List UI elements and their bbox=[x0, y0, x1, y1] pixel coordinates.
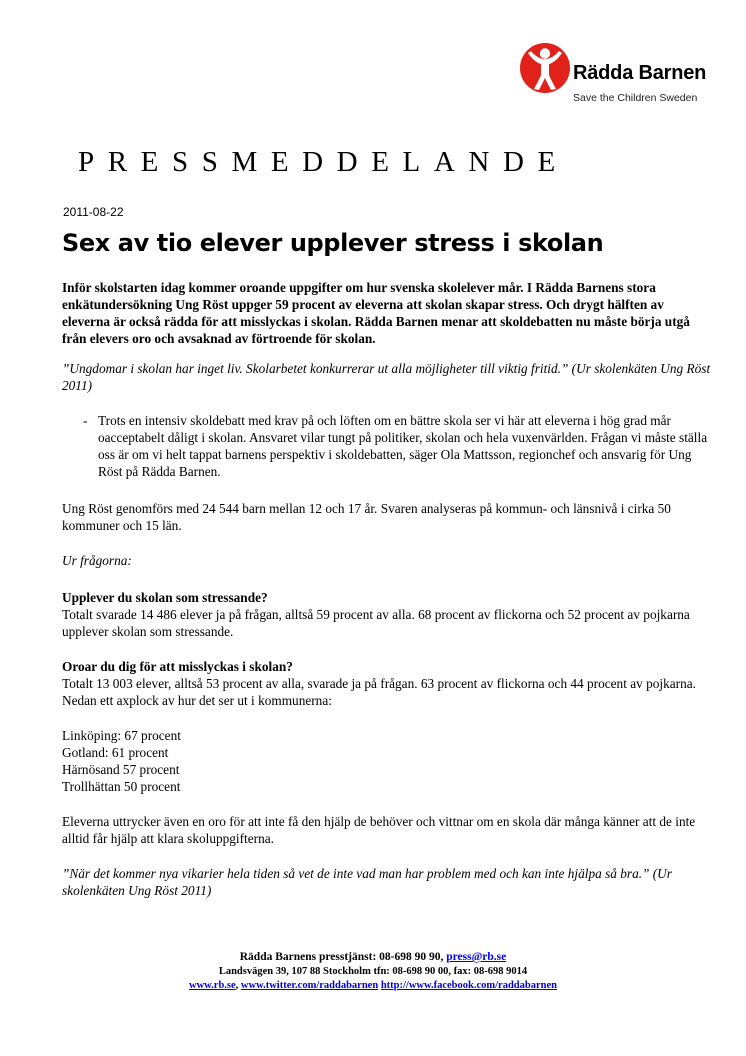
footer bbox=[0, 949, 746, 993]
link-separator: , bbox=[235, 980, 241, 991]
bullet-text: Trots en intensiv skoldebatt med krav på och löften om en bättre skola ser vi här att eleverna i hög grad mår oacceptabelt dåligt i skolan. Ansvaret vilar tungt på politiker, skolan och hela vuxenvärlden. Frågan vi måste ställa oss är om vi helt tappat barnens perspektiv i skoldebatten, säger Ola Mattsson, regionchef och ansvarig för Ung Röst på Rädda Barnen. bbox=[98, 413, 708, 479]
headline: Sex av tio elever upplever stress i skolan bbox=[62, 229, 604, 257]
facebook-link[interactable]: http://www.facebook.com/raddabarnen bbox=[380, 980, 557, 991]
concern-paragraph: Eleverna uttrycker även en oro för att inte få den hjälp de behöver och vittnar om en skola där många känner att de inte alltid får hjälp att klara skoluppgifterna. bbox=[62, 814, 696, 846]
address-line: Landsvägen 39, 107 88 Stockholm tfn: 08-698 90 00, fax: 08-698 9014 bbox=[218, 966, 528, 977]
question-1-text: Totalt svarade 14 486 elever ja på frågan, alltså 59 procent av alla. 68 procent av flickorna och 52 procent av pojkarna upplever skolan som stressande. bbox=[62, 607, 690, 639]
press-contact-line bbox=[0, 949, 746, 965]
substitute-quote: ”När det kommer nya vikarier hela tiden så vet de inte vad man har problem med och kan inte hjälpa så bra.” (Ur skolenkäten Ung Röst 2011) bbox=[62, 866, 672, 898]
website-link[interactable]: www.rb.se bbox=[188, 980, 236, 991]
question-2-heading: Oroar du dig för att misslyckas i skolan? bbox=[62, 659, 293, 674]
municipality-item: Gotland: 61 procent bbox=[62, 745, 169, 760]
logo-tagline: Save the Children Sweden bbox=[573, 92, 698, 104]
article-body bbox=[62, 279, 712, 899]
web-links-line bbox=[0, 979, 746, 993]
lead-paragraph: Inför skolstarten idag kommer oroande uppgifter om hur svenska skolelever mår. I Rädda Barnens stora enkätundersökning Ung Röst uppger 59 procent av eleverna att skolan skapar stress. Och drygt hälften av eleverna är också rädda för att misslyckas i skolan. Rädda Barnen menar att skoldebatten nu måste börja utgå från elevers oro och avsaknad av förtroende för skolan. bbox=[62, 280, 690, 346]
twitter-link[interactable]: www.twitter.com/raddabarnen bbox=[240, 980, 379, 991]
logo bbox=[519, 42, 739, 112]
document-type-title: PRESSMEDDELANDE bbox=[78, 146, 569, 178]
question-1-heading: Upplever du skolan som stressande? bbox=[62, 590, 268, 605]
questions-intro: Ur frågorna: bbox=[62, 553, 132, 568]
press-contact-text: Rädda Barnens presstjänst: 08-698 90 90, bbox=[239, 951, 447, 963]
survey-info-paragraph: Ung Röst genomförs med 24 544 barn mellan 12 och 17 år. Svaren analyseras på kommun- och länsnivå i cirka 50 kommuner och 15 län. bbox=[62, 501, 671, 533]
municipality-item: Trollhättan 50 procent bbox=[62, 779, 181, 794]
bullet-paragraph bbox=[62, 412, 712, 480]
save-the-children-figure-icon bbox=[519, 42, 571, 94]
municipality-list bbox=[62, 727, 712, 795]
press-email-link[interactable]: press@rb.se bbox=[446, 951, 507, 963]
bullet-marker: - bbox=[83, 413, 88, 428]
student-quote: ”Ungdomar i skolan har inget liv. Skolarbetet konkurrerar ut alla möjligheter till viktig fritid.” (Ur skolenkäten Ung Röst 2011) bbox=[62, 361, 711, 393]
municipality-item: Linköping: 67 procent bbox=[62, 728, 181, 743]
logo-name: Rädda Barnen bbox=[573, 62, 707, 84]
municipality-item: Härnösand 57 procent bbox=[62, 762, 180, 777]
question-2-text: Totalt 13 003 elever, alltså 53 procent av alla, svarade ja på frågan. 63 procent av flickorna och 44 procent av pojkarna. Nedan ett axplock av hur det ser ut i kommunerna: bbox=[62, 676, 696, 708]
release-date: 2011-08-22 bbox=[63, 205, 124, 219]
